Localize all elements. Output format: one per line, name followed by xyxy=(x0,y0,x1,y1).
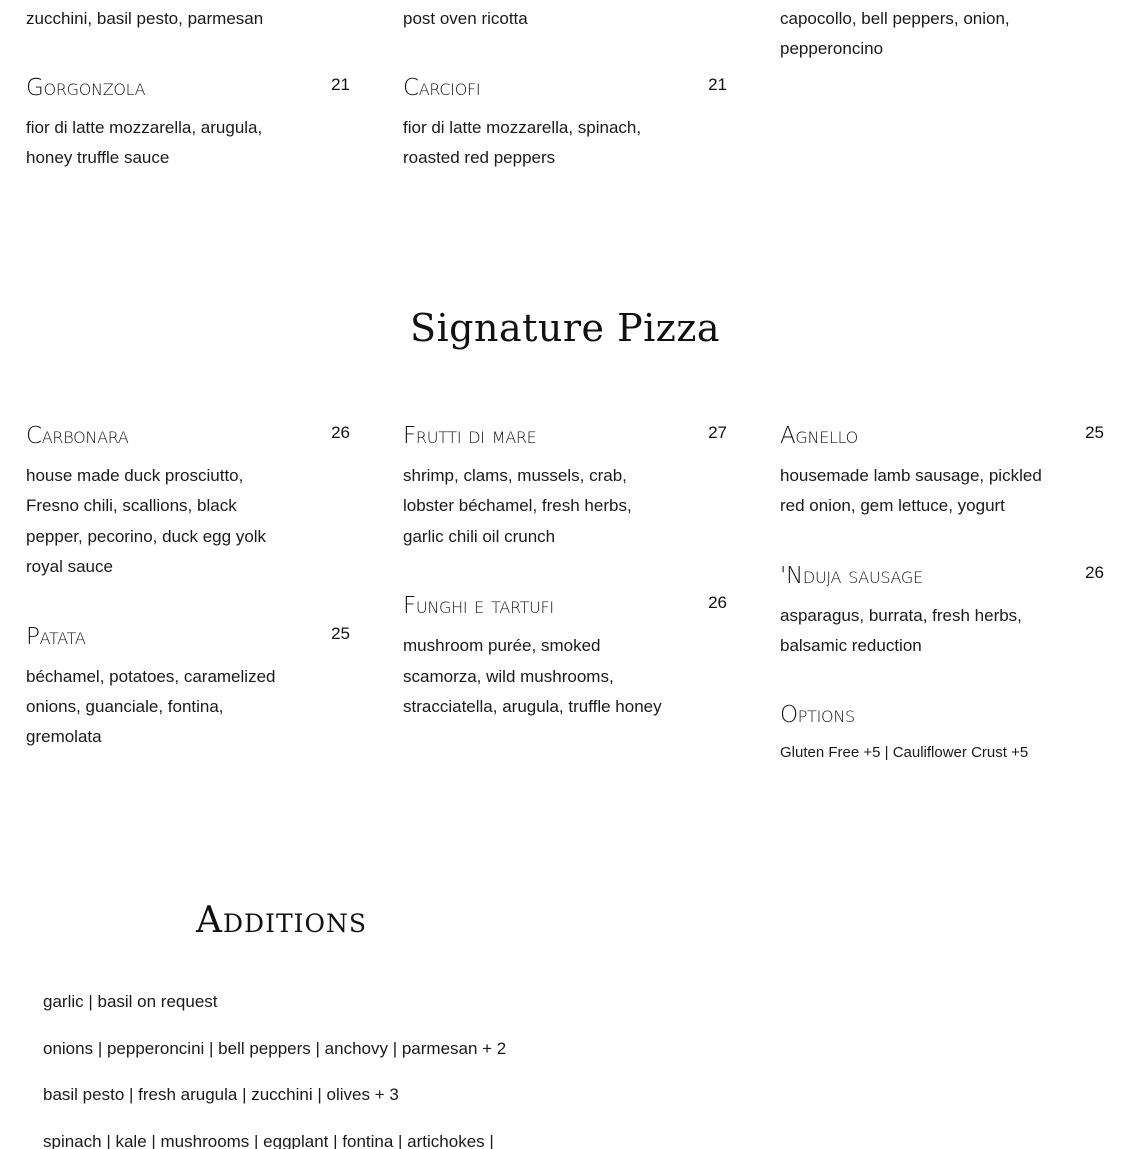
item-price: 25 xyxy=(331,623,350,643)
item-name: Carbonara xyxy=(26,423,129,449)
signature-column-3 xyxy=(780,421,1104,764)
item-name: Patata xyxy=(26,623,86,650)
top-column-1 xyxy=(26,4,350,174)
menu-item-patata xyxy=(26,622,350,753)
menu-item-funghi-e-tartufi xyxy=(403,591,727,722)
options-text: Gluten Free +5 | Cauliflower Crust +5 xyxy=(780,743,1029,761)
top-column-3 xyxy=(780,4,1104,64)
item-description: fior di latte mozzarella, spinach, roasted red peppers xyxy=(403,118,642,168)
item-name: Funghi e tartufi xyxy=(403,593,554,620)
item-description-fragment: zucchini, basil pesto, parmesan xyxy=(26,9,264,28)
additions-list xyxy=(43,988,643,1149)
top-column-2 xyxy=(403,4,727,174)
item-description: fior di latte mozzarella, arugula, honey truffle sauce xyxy=(26,118,263,168)
item-description: mushroom purée, smoked scamorza, wild mushrooms, stracciatella, arugula, truffle honey xyxy=(403,636,662,717)
item-price: 26 xyxy=(1085,562,1104,582)
item-description: shrimp, clams, mussels, crab, lobster béchamel, fresh herbs, garlic chili oil crunch xyxy=(403,466,632,546)
signature-column-1 xyxy=(26,421,350,753)
menu-item-nduja-sausage xyxy=(780,561,1104,662)
item-price: 21 xyxy=(708,75,727,94)
item-name: Gorgonzola xyxy=(26,75,146,101)
item-description: house made duck prosciutto, Fresno chili, scallions, black pepper, pecorino, duck egg yolk royal sauce xyxy=(26,466,267,577)
additions-line: basil pesto | fresh arugula | zucchini | olives + 3 xyxy=(43,1085,399,1104)
item-description-fragment: post oven ricotta xyxy=(403,9,528,28)
item-description-fragment: capocollo, bell peppers, onion, pepperoncino xyxy=(780,9,1010,58)
item-description: béchamel, potatoes, caramelized onions, guanciale, fontina, gremolata xyxy=(26,666,276,747)
options-title: Options xyxy=(780,701,855,728)
item-price: 25 xyxy=(1085,423,1104,442)
signature-column-2 xyxy=(403,421,727,722)
item-price: 27 xyxy=(708,423,727,442)
menu-item-carbonara xyxy=(26,421,350,583)
item-name: Agnello xyxy=(780,423,858,449)
item-name: 'Nduja sausage xyxy=(780,562,923,589)
menu-item-agnello xyxy=(780,421,1104,522)
additions-line: onions | pepperoncini | bell peppers | anchovy | parmesan + 2 xyxy=(43,1038,507,1058)
item-price: 21 xyxy=(331,75,350,94)
additions-line: garlic | basil on request xyxy=(43,992,218,1011)
section-title-signature-pizza: Signature Pizza xyxy=(409,306,721,350)
item-name: Frutti di mare xyxy=(403,423,537,449)
item-description: housemade lamb sausage, pickled red onion, gem lettuce, yogurt xyxy=(780,466,1042,516)
item-price: 26 xyxy=(331,423,350,442)
menu-item-gorgonzola xyxy=(26,73,350,174)
item-name: Carciofi xyxy=(403,75,481,101)
menu-item-carciofi xyxy=(403,73,727,174)
menu-item-frutti-di-mare xyxy=(403,421,727,552)
item-description: asparagus, burrata, fresh herbs, balsamic reduction xyxy=(780,605,1022,656)
item-price: 26 xyxy=(708,593,727,613)
section-title-additions: Additions xyxy=(196,900,368,941)
menu-options xyxy=(780,700,1104,764)
additions-line: spinach | kale | mushrooms | eggplant | fontina | artichokes | xyxy=(43,1131,494,1149)
